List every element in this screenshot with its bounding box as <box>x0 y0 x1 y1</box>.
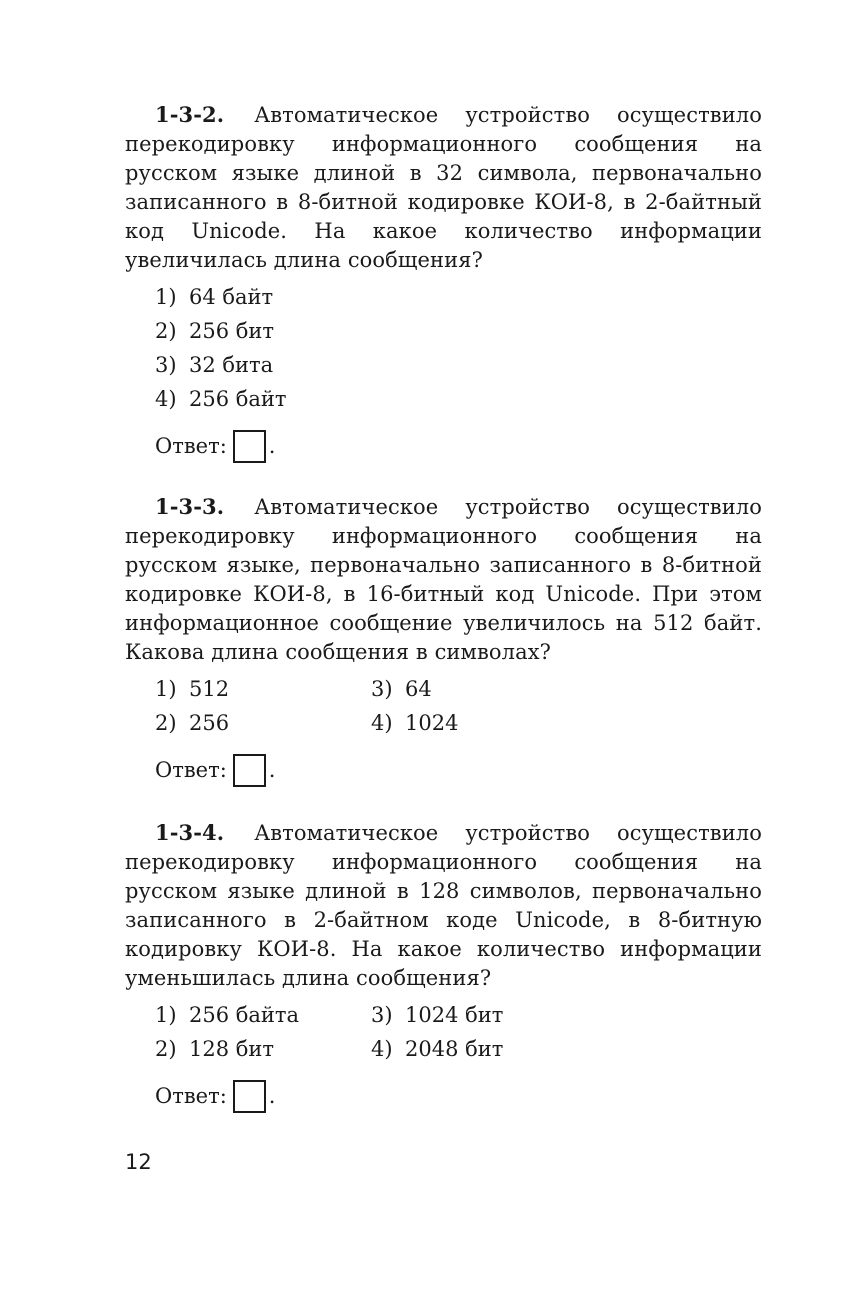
answer-label: Ответ: <box>155 434 227 458</box>
option-4[interactable] <box>371 706 571 740</box>
option-text: 256 байта <box>189 1003 300 1027</box>
option-text: 256 байт <box>189 387 287 411</box>
option-text: 1024 <box>405 711 459 735</box>
option-1[interactable] <box>155 998 371 1032</box>
problem-1-3-4 <box>125 818 762 1114</box>
option-1[interactable] <box>155 672 371 706</box>
problem-number: 1-3-3. <box>155 494 225 519</box>
problem-question <box>125 492 762 667</box>
answer-row <box>155 1078 762 1114</box>
option-3[interactable] <box>371 998 571 1032</box>
option-4[interactable] <box>155 382 762 416</box>
option-text: 256 бит <box>189 319 275 343</box>
option-number: 1) <box>155 1003 177 1027</box>
problem-number: 1-3-2. <box>155 102 225 127</box>
option-number: 1) <box>155 677 177 701</box>
answer-row <box>155 428 762 464</box>
option-3[interactable] <box>155 348 762 382</box>
answer-label: Ответ: <box>155 758 227 782</box>
option-1[interactable] <box>155 280 762 314</box>
problem-number: 1-3-4. <box>155 820 225 845</box>
answer-box[interactable] <box>233 430 266 463</box>
answer-label: Ответ: <box>155 1084 227 1108</box>
option-4[interactable] <box>371 1032 571 1066</box>
option-number: 3) <box>371 1003 393 1027</box>
option-2[interactable] <box>155 314 762 348</box>
option-text: 32 бита <box>189 353 274 377</box>
answer-dot: . <box>268 758 276 782</box>
answer-dot: . <box>268 434 276 458</box>
answer-options <box>155 998 762 1066</box>
option-3[interactable] <box>371 672 571 706</box>
option-number: 2) <box>155 711 177 735</box>
option-2[interactable] <box>155 706 371 740</box>
answer-box[interactable] <box>233 1080 266 1113</box>
option-text: 512 <box>189 677 230 701</box>
option-number: 4) <box>371 1037 393 1061</box>
textbook-page <box>125 0 762 1311</box>
option-text: 2048 бит <box>405 1037 504 1061</box>
option-text: 64 байт <box>189 285 274 309</box>
option-2[interactable] <box>155 1032 371 1066</box>
option-number: 4) <box>155 387 177 411</box>
option-number: 4) <box>371 711 393 735</box>
option-text: 128 бит <box>189 1037 275 1061</box>
problem-question <box>125 818 762 993</box>
option-text: 256 <box>189 711 230 735</box>
answer-options <box>155 672 762 740</box>
problem-text: Автоматическое устройство осуществило перекодировку информационного сообщения на русском языке, первоначально записанного в 8-битной кодировке КОИ-8, в 16-битный код Unicode. При этом информационное сообщение увеличилось на 512 байт. Какова длина сообщения в символах? <box>125 495 762 664</box>
option-number: 2) <box>155 1037 177 1061</box>
problem-1-3-2 <box>125 100 762 464</box>
answer-options <box>155 280 762 416</box>
option-text: 1024 бит <box>405 1003 504 1027</box>
problem-1-3-3 <box>125 492 762 788</box>
page-number: 12 <box>125 1150 152 1174</box>
option-text: 64 <box>405 677 432 701</box>
option-number: 3) <box>155 353 177 377</box>
problem-text: Автоматическое устройство осуществило перекодировку информационного сообщения на русском языке длиной в 128 символов, первоначально записанного в 2-байтном коде Unicode, в 8-битную кодировку КОИ-8. На какое количество информации уменьшилась длина сообщения? <box>125 821 762 990</box>
problem-question <box>125 100 762 275</box>
answer-dot: . <box>268 1084 276 1108</box>
answer-box[interactable] <box>233 754 266 787</box>
option-number: 3) <box>371 677 393 701</box>
option-number: 1) <box>155 285 177 309</box>
problem-text: Автоматическое устройство осуществило перекодировку информационного сообщения на русском языке длиной в 32 символа, первоначально записанного в 8-битной кодировке КОИ-8, в 2-байтный код Unicode. На какое количество информации увеличилась длина сообщения? <box>125 103 762 272</box>
option-number: 2) <box>155 319 177 343</box>
answer-row <box>155 752 762 788</box>
